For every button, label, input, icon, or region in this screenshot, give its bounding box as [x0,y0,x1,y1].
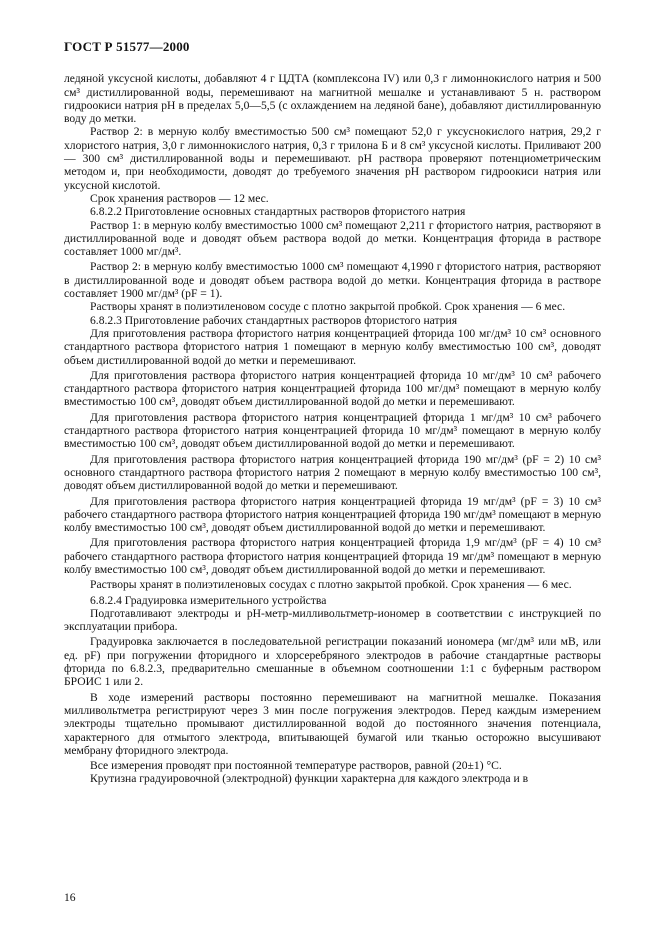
paragraph: Для приготовления раствора фтористого натрия концентрацией фторида 100 мг/дм³ 10 см³ основного стандартного раствора фтористого натрия 1 помещают в мерную колбу вместимостью 100 см³, доводят объем дистиллированной водой до метки и перемешивают. [64,326,601,367]
paragraph: Для приготовления раствора фтористого натрия концентрацией фторида 1 мг/дм³ 10 см³ рабочего стандартного раствора фтористого натрия концентрацией фторида 10 мг/дм³ помещают в мерную колбу вместимостью 100 см³, доводят объем дистиллированной водой до метки и перемешивают. [64,410,601,451]
paragraph: Для приготовления раствора фтористого натрия концентрацией фторида 19 мг/дм³ (pF = 3) 10 см³ рабочего стандартного раствора фтористого натрия концентрацией фторида 190 мг/дм³ помещают в мерную колбу вместимостью 100 см³, доводят объем дистиллированной водой до метки и перемешивают. [64,494,601,535]
document-page [64,40,601,786]
paragraph: Для приготовления раствора фтористого натрия концентрацией фторида 10 мг/дм³ 10 см³ рабочего стандартного раствора фтористого натрия концентрацией фторида 100 мг/дм³ помещают в мерную колбу вместимостью 100 см³, доводят объем дистиллированной водой до метки и перемешивают. [64,368,601,409]
paragraph: Градуировка заключается в последовательной регистрации показаний иономера (мг/дм³ или мВ, или ед. pF) при погружении фторидного и хлорсеребряного электродов в рабочие стандартные растворы фторида по 6.8.2.3, предварительно смешанные в объемном соотношении 1:1 с буферным раствором БРОИС 1 или 2. [64,635,601,689]
section-heading: 6.8.2.2 Приготовление основных стандартных растворов фтористого натрия [90,205,466,219]
section-heading: 6.8.2.3 Приготовление рабочих стандартных растворов фтористого натрия [90,313,458,327]
paragraph: Для приготовления раствора фтористого натрия концентрацией фторида 1,9 мг/дм³ (pF = 4) 10 см³ рабочего стандартного раствора фтористого натрия концентрацией фторида 19 мг/дм³ помещают в мерную колбу вместимостью 100 см³, доводят объем дистиллированной водой до метки и перемешивают. [64,536,601,576]
page-number: 16 [64,891,76,904]
section-heading: 6.8.2.4 Градуировка измерительного устройства [90,593,327,607]
paragraph: Раствор 2: в мерную колбу вместимостью 1000 см³ помещают 4,1990 г фтористого натрия, растворяют в дистиллированной воде и доводят объем раствора водой до метки. Концентрация фторида в растворе составляет 1900 мг/дм³ (pF = 1). [64,260,601,301]
paragraph: ледяной уксусной кислоты, добавляют 4 г ЦДТА (комплексона IV) или 0,3 г лимоннокислого натрия и 500 см³ дистиллированной воды, перемешивают на магнитной мешалке и устанавливают 5 н. раствором гидроокиси натрия рН в пределах 5,0—5,5 (с охлаждением на ледяной бане), добавляют дистиллированную воду до метки. [64,72,601,126]
paragraph: Подготавливают электроды и рН-метр-милливольтметр-иономер в соответствии с инструкцией по эксплуатации прибора. [64,606,601,634]
paragraph: Срок хранения растворов — 12 мес. [90,191,269,205]
paragraph: Раствор 2: в мерную колбу вместимостью 500 см³ помещают 52,0 г уксуснокислого натрия, 29,2 г хлористого натрия, 3,0 г лимоннокислого натрия, 0,3 г трилона Б и 8 см³ уксусной кислоты. Приливают 200 — 300 см³ дистиллированной воды и перемешивают. рН раствора проверяют потенциометрическим методом и, при необходимости, доводят до требуемого значения рН раствором гидроокиси натрия или уксусной кислотой. [64,125,601,192]
paragraph: Все измерения проводят при постоянной температуре растворов, равной (20±1) °С. [90,759,502,773]
paragraph: Растворы хранят в полиэтиленовом сосуде с плотно закрытой пробкой. Срок хранения — 6 мес. [90,300,566,314]
paragraph: Крутизна градуировочной (электродной) функции характерна для каждого электрода и в [90,772,529,786]
document-header: ГОСТ Р 51577—2000 [64,39,190,54]
paragraph: Раствор 1: в мерную колбу вместимостью 1000 см³ помещают 2,211 г фтористого натрия, растворяют в дистиллированной воде и доводят объем раствора водой до метки. Концентрация фторида в растворе составляет 1000 мг/дм³. [64,218,601,259]
paragraph: В ходе измерений растворы постоянно перемешивают на магнитной мешалке. Показания милливольтметра регистрируют через 3 мин после погружения электродов. Перед каждым измерением электроды тщательно промывают дистиллированной водой до постоянного значения потенциала, характерного для отмытого электрода, впитывающей бумагой или тканью осторожно высушивают мембрану фторидного электрода. [64,690,601,757]
paragraph: Растворы хранят в полиэтиленовых сосудах с плотно закрытой пробкой. Срок хранения — 6 мес. [90,578,572,592]
paragraph: Для приготовления раствора фтористого натрия концентрацией фторида 190 мг/дм³ (pF = 2) 10 см³ основного стандартного раствора фтористого натрия 2 помещают в мерную колбу вместимостью 100 см³, доводят объем дистиллированной водой до метки и перемешивают. [64,452,601,493]
